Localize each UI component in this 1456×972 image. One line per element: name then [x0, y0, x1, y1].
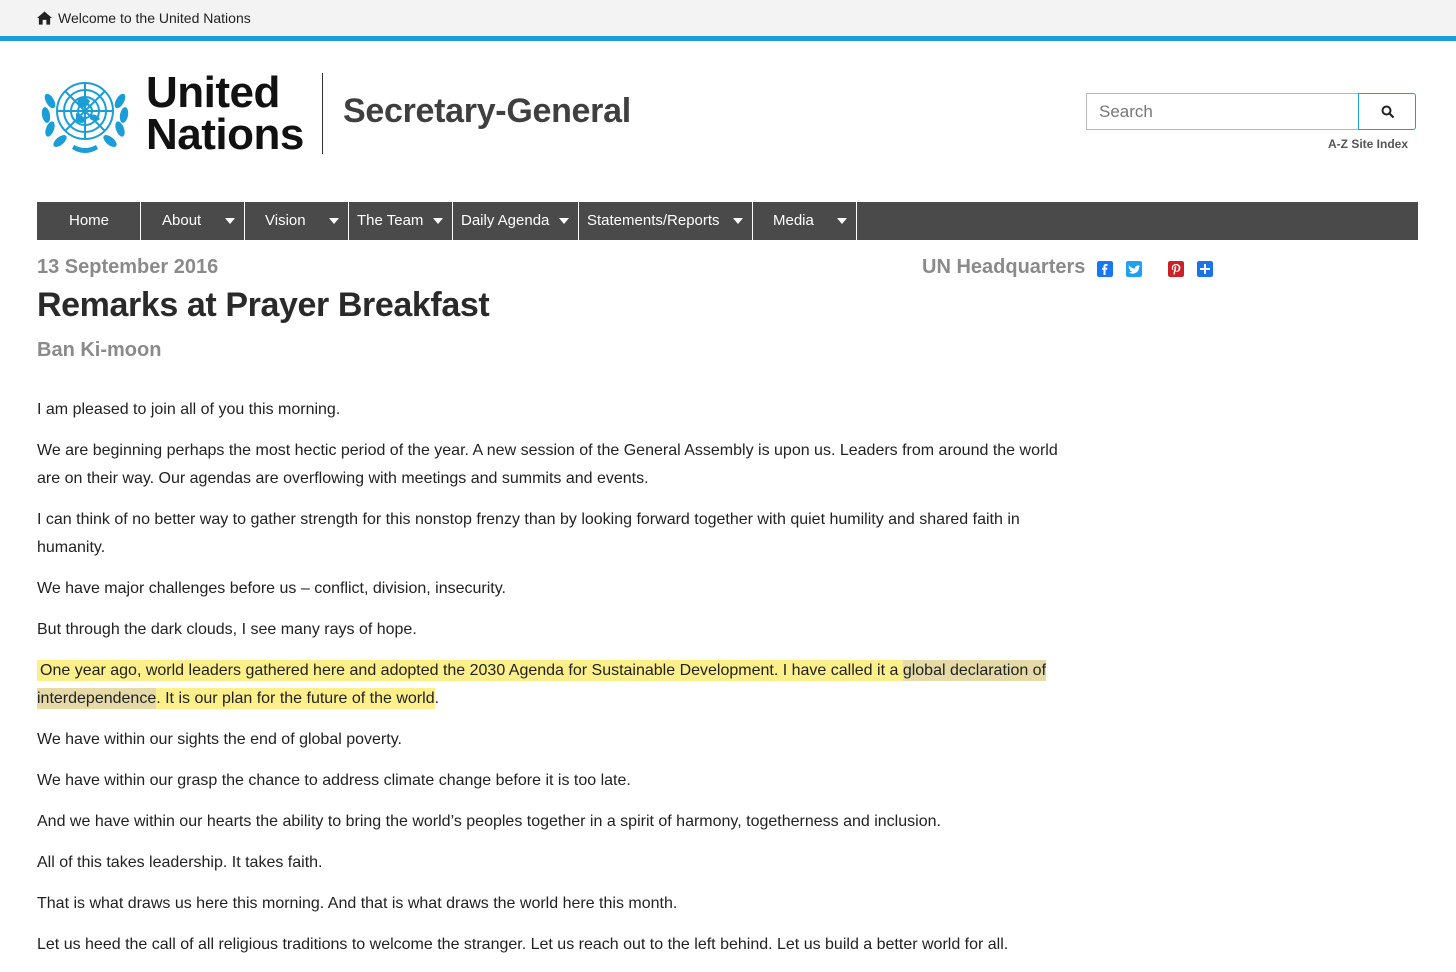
nav-the-team[interactable] [349, 202, 453, 240]
chevron-down-icon[interactable] [329, 218, 339, 224]
paragraph: All of this takes leadership. It takes faith. [37, 854, 323, 871]
article-body [37, 396, 1067, 972]
search-form [1086, 93, 1416, 130]
nav-statements-reports[interactable] [579, 202, 753, 240]
chevron-down-icon[interactable] [559, 218, 569, 224]
article-date: 13 September 2016 [37, 256, 219, 278]
article-author: Ban Ki-moon [37, 339, 162, 361]
paragraph: I can think of no better way to gather strength for this nonstop frenzy than by looking forward together with quiet humility and shared faith in humanity. [37, 511, 1020, 556]
pinterest-icon[interactable] [1168, 261, 1184, 277]
brand-line-2: Nations [146, 110, 304, 159]
section-title[interactable]: Secretary-General [343, 92, 631, 130]
paragraph: But through the dark clouds, I see many rays of hope. [37, 621, 417, 638]
facebook-icon[interactable] [1097, 261, 1113, 277]
paragraph: We are beginning perhaps the most hectic period of the year. A new session of the General Assembly is upon us. Leaders from around the world are on their way. Our agendas are overflowing with meetings and summits and events. [37, 442, 1058, 487]
paragraph: Let us heed the call of all religious traditions to welcome the stranger. Let us reach out to the left behind. Let us build a better world for all. [37, 936, 1009, 953]
home-icon[interactable] [37, 11, 52, 25]
highlight-emphasis[interactable]: global declaration of interdependence [37, 662, 1047, 707]
search-button[interactable] [1358, 93, 1416, 130]
paragraph: I am pleased to join all of you this morning. [37, 401, 341, 418]
highlight[interactable]: One year ago, world leaders gathered here and adopted the 2030 Agenda for Sustainable Development. I have called it a [37, 660, 903, 681]
paragraph: We have major challenges before us – conflict, division, insecurity. [37, 580, 506, 597]
nav-the-team-label: The Team [357, 212, 424, 229]
paragraph: And we have within our hearts the ability to bring the world’s peoples together in a spirit of harmony, togetherness and inclusion. [37, 813, 941, 830]
brand-wordmark[interactable] [146, 68, 304, 159]
paragraph: That is what draws us here this morning. And that is what draws the world here this month. [37, 895, 678, 912]
top-bar [0, 0, 1456, 41]
paragraph-end: . [434, 690, 440, 707]
nav-vision[interactable] [245, 202, 349, 240]
chevron-down-icon[interactable] [837, 218, 847, 224]
search-input[interactable] [1086, 93, 1358, 130]
nav-about-label: About [162, 212, 202, 229]
paragraph: We have within our grasp the chance to address climate change before it is too late. [37, 772, 631, 789]
highlight[interactable]: . It is our plan for the future of the world [156, 690, 435, 707]
nav-statements-reports-label: Statements/Reports [587, 212, 720, 229]
page-title: Remarks at Prayer Breakfast [37, 286, 490, 324]
nav-daily-agenda[interactable] [453, 202, 579, 240]
az-site-index-link[interactable]: A-Z Site Index [1328, 137, 1409, 151]
chevron-down-icon[interactable] [225, 218, 235, 224]
twitter-icon[interactable] [1126, 261, 1142, 277]
un-emblem-logo[interactable] [36, 71, 134, 155]
brand-line-1: United [146, 68, 280, 117]
nav-media-label: Media [773, 212, 814, 229]
nav-daily-agenda-label: Daily Agenda [461, 212, 550, 229]
nav-home-label: Home [69, 212, 110, 229]
chevron-down-icon[interactable] [433, 218, 443, 224]
welcome-link[interactable]: Welcome to the United Nations [58, 10, 251, 26]
article-location: UN Headquarters [922, 256, 1086, 278]
paragraph: We have within our sights the end of global poverty. [37, 731, 402, 748]
main-nav [37, 202, 1418, 240]
nav-media[interactable] [753, 202, 857, 240]
brand-divider [322, 73, 323, 154]
nav-vision-label: Vision [265, 212, 306, 229]
highlighted-paragraph [37, 657, 1067, 713]
share-icon[interactable] [1197, 261, 1213, 277]
chevron-down-icon[interactable] [733, 218, 743, 224]
search-icon [1381, 105, 1395, 119]
nav-about[interactable] [141, 202, 245, 240]
nav-home[interactable] [37, 202, 141, 240]
